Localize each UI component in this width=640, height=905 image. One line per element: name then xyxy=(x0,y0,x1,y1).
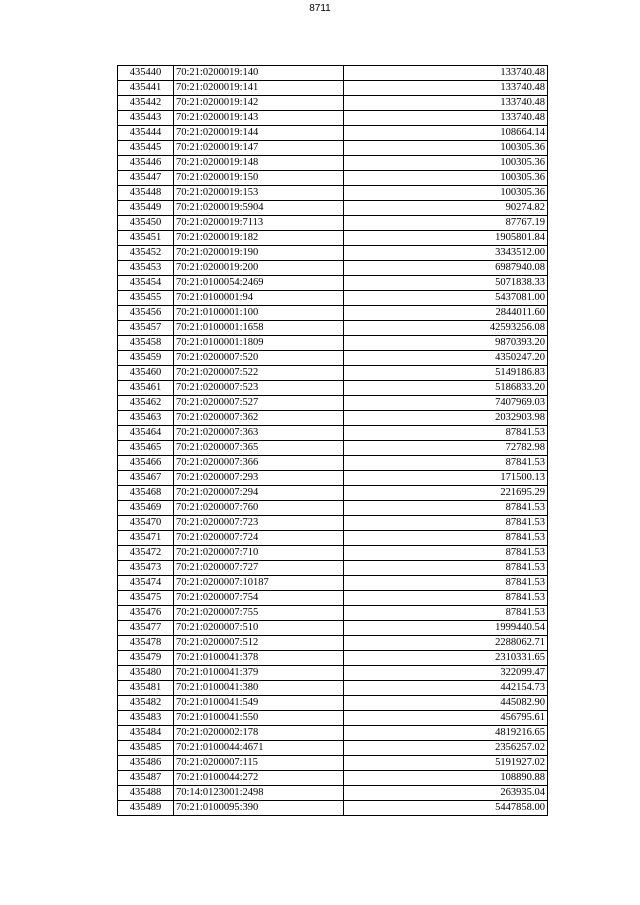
row-id-cell: 435465 xyxy=(118,441,174,456)
value-cell: 5191927.02 xyxy=(344,756,548,771)
value-cell: 87841.53 xyxy=(344,426,548,441)
row-id-cell: 435470 xyxy=(118,516,174,531)
table-row xyxy=(118,96,548,111)
cadastral-number-cell: 70:21:0100054:2469 xyxy=(174,276,344,291)
cadastral-number-cell: 70:21:0200007:723 xyxy=(174,516,344,531)
cadastral-number-cell: 70:21:0200007:115 xyxy=(174,756,344,771)
table-row xyxy=(118,66,548,81)
table-row xyxy=(118,456,548,471)
cadastral-number-cell: 70:21:0200007:362 xyxy=(174,411,344,426)
row-id-cell: 435467 xyxy=(118,471,174,486)
row-id-cell: 435448 xyxy=(118,186,174,201)
value-cell: 87841.53 xyxy=(344,591,548,606)
table-row xyxy=(118,426,548,441)
cadastral-number-cell: 70:21:0200019:190 xyxy=(174,246,344,261)
value-cell: 90274.82 xyxy=(344,201,548,216)
cadastral-number-cell: 70:21:0200002:178 xyxy=(174,726,344,741)
cadastral-number-cell: 70:14:0123001:2498 xyxy=(174,786,344,801)
cadastral-number-cell: 70:21:0200007:710 xyxy=(174,546,344,561)
value-cell: 100305.36 xyxy=(344,171,548,186)
value-cell: 133740.48 xyxy=(344,96,548,111)
table-row xyxy=(118,651,548,666)
value-cell: 4350247.20 xyxy=(344,351,548,366)
value-cell: 133740.48 xyxy=(344,66,548,81)
value-cell: 5071838.33 xyxy=(344,276,548,291)
table-row xyxy=(118,591,548,606)
cadastral-number-cell: 70:21:0100041:379 xyxy=(174,666,344,681)
table-row xyxy=(118,396,548,411)
row-id-cell: 435451 xyxy=(118,231,174,246)
value-cell: 42593256.08 xyxy=(344,321,548,336)
table-body xyxy=(118,66,548,816)
row-id-cell: 435459 xyxy=(118,351,174,366)
row-id-cell: 435449 xyxy=(118,201,174,216)
table-row xyxy=(118,756,548,771)
row-id-cell: 435483 xyxy=(118,711,174,726)
cadastral-number-cell: 70:21:0200007:527 xyxy=(174,396,344,411)
value-cell: 133740.48 xyxy=(344,81,548,96)
value-cell: 2032903.98 xyxy=(344,411,548,426)
value-cell: 87841.53 xyxy=(344,456,548,471)
cadastral-number-cell: 70:21:0100041:380 xyxy=(174,681,344,696)
cadastral-number-cell: 70:21:0100095:390 xyxy=(174,801,344,816)
cadastral-number-cell: 70:21:0200019:5904 xyxy=(174,201,344,216)
value-cell: 5149186.83 xyxy=(344,366,548,381)
table-row xyxy=(118,111,548,126)
cadastral-number-cell: 70:21:0200007:520 xyxy=(174,351,344,366)
cadastral-number-cell: 70:21:0100044:272 xyxy=(174,771,344,786)
table-row xyxy=(118,231,548,246)
cadastral-number-cell: 70:21:0200019:200 xyxy=(174,261,344,276)
table-row xyxy=(118,576,548,591)
value-cell: 2844011.60 xyxy=(344,306,548,321)
table-row xyxy=(118,771,548,786)
data-table xyxy=(117,65,548,816)
cadastral-number-cell: 70:21:0200007:727 xyxy=(174,561,344,576)
cadastral-number-cell: 70:21:0200007:755 xyxy=(174,606,344,621)
table-row xyxy=(118,126,548,141)
table-row xyxy=(118,336,548,351)
row-id-cell: 435456 xyxy=(118,306,174,321)
row-id-cell: 435488 xyxy=(118,786,174,801)
row-id-cell: 435464 xyxy=(118,426,174,441)
row-id-cell: 435475 xyxy=(118,591,174,606)
table-row xyxy=(118,666,548,681)
row-id-cell: 435455 xyxy=(118,291,174,306)
row-id-cell: 435479 xyxy=(118,651,174,666)
row-id-cell: 435445 xyxy=(118,141,174,156)
table-row xyxy=(118,381,548,396)
value-cell: 322099.47 xyxy=(344,666,548,681)
cadastral-number-cell: 70:21:0200019:147 xyxy=(174,141,344,156)
table-row xyxy=(118,411,548,426)
table-row xyxy=(118,726,548,741)
value-cell: 2310331.65 xyxy=(344,651,548,666)
value-cell: 72782.98 xyxy=(344,441,548,456)
table-row xyxy=(118,366,548,381)
value-cell: 87841.53 xyxy=(344,516,548,531)
value-cell: 5437081.00 xyxy=(344,291,548,306)
row-id-cell: 435474 xyxy=(118,576,174,591)
cadastral-number-cell: 70:21:0100041:550 xyxy=(174,711,344,726)
table-row xyxy=(118,711,548,726)
cadastral-number-cell: 70:21:0200007:760 xyxy=(174,501,344,516)
table-row xyxy=(118,681,548,696)
table-row xyxy=(118,561,548,576)
table-row xyxy=(118,786,548,801)
cadastral-number-cell: 70:21:0200007:724 xyxy=(174,531,344,546)
row-id-cell: 435485 xyxy=(118,741,174,756)
cadastral-number-cell: 70:21:0200007:293 xyxy=(174,471,344,486)
row-id-cell: 435482 xyxy=(118,696,174,711)
cadastral-number-cell: 70:21:0200007:365 xyxy=(174,441,344,456)
table-row xyxy=(118,186,548,201)
value-cell: 133740.48 xyxy=(344,111,548,126)
value-cell: 100305.36 xyxy=(344,186,548,201)
row-id-cell: 435454 xyxy=(118,276,174,291)
table-row xyxy=(118,291,548,306)
value-cell: 442154.73 xyxy=(344,681,548,696)
value-cell: 87841.53 xyxy=(344,546,548,561)
row-id-cell: 435484 xyxy=(118,726,174,741)
table-row xyxy=(118,486,548,501)
value-cell: 3343512.00 xyxy=(344,246,548,261)
value-cell: 100305.36 xyxy=(344,156,548,171)
value-cell: 100305.36 xyxy=(344,141,548,156)
row-id-cell: 435486 xyxy=(118,756,174,771)
table-row xyxy=(118,306,548,321)
row-id-cell: 435476 xyxy=(118,606,174,621)
table-row xyxy=(118,696,548,711)
row-id-cell: 435472 xyxy=(118,546,174,561)
row-id-cell: 435444 xyxy=(118,126,174,141)
table-row xyxy=(118,141,548,156)
table-row xyxy=(118,321,548,336)
cadastral-number-cell: 70:21:0100044:4671 xyxy=(174,741,344,756)
row-id-cell: 435473 xyxy=(118,561,174,576)
cadastral-number-cell: 70:21:0200007:294 xyxy=(174,486,344,501)
cadastral-number-cell: 70:21:0100001:94 xyxy=(174,291,344,306)
table-row xyxy=(118,216,548,231)
value-cell: 456795.61 xyxy=(344,711,548,726)
cadastral-number-cell: 70:21:0100041:549 xyxy=(174,696,344,711)
cadastral-number-cell: 70:21:0200007:522 xyxy=(174,366,344,381)
value-cell: 5186833.20 xyxy=(344,381,548,396)
table-row xyxy=(118,246,548,261)
value-cell: 9870393.20 xyxy=(344,336,548,351)
table-row xyxy=(118,156,548,171)
row-id-cell: 435489 xyxy=(118,801,174,816)
cadastral-number-cell: 70:21:0200019:182 xyxy=(174,231,344,246)
row-id-cell: 435469 xyxy=(118,501,174,516)
cadastral-number-cell: 70:21:0100001:100 xyxy=(174,306,344,321)
page-number: 8711 xyxy=(309,3,331,14)
value-cell: 87841.53 xyxy=(344,501,548,516)
table-row xyxy=(118,621,548,636)
row-id-cell: 435453 xyxy=(118,261,174,276)
row-id-cell: 435481 xyxy=(118,681,174,696)
cadastral-number-cell: 70:21:0200019:143 xyxy=(174,111,344,126)
table-row xyxy=(118,261,548,276)
cadastral-number-cell: 70:21:0200019:153 xyxy=(174,186,344,201)
row-id-cell: 435477 xyxy=(118,621,174,636)
cadastral-number-cell: 70:21:0200007:523 xyxy=(174,381,344,396)
row-id-cell: 435471 xyxy=(118,531,174,546)
value-cell: 87841.53 xyxy=(344,576,548,591)
value-cell: 6987940.08 xyxy=(344,261,548,276)
cadastral-number-cell: 70:21:0200019:150 xyxy=(174,171,344,186)
value-cell: 263935.04 xyxy=(344,786,548,801)
row-id-cell: 435478 xyxy=(118,636,174,651)
value-cell: 221695.29 xyxy=(344,486,548,501)
row-id-cell: 435443 xyxy=(118,111,174,126)
row-id-cell: 435487 xyxy=(118,771,174,786)
value-cell: 4819216.65 xyxy=(344,726,548,741)
table-row xyxy=(118,606,548,621)
row-id-cell: 435446 xyxy=(118,156,174,171)
row-id-cell: 435441 xyxy=(118,81,174,96)
row-id-cell: 435447 xyxy=(118,171,174,186)
cadastral-number-cell: 70:21:0200007:510 xyxy=(174,621,344,636)
table-row xyxy=(118,81,548,96)
cadastral-number-cell: 70:21:0200007:363 xyxy=(174,426,344,441)
value-cell: 87841.53 xyxy=(344,561,548,576)
cadastral-number-cell: 70:21:0200007:10187 xyxy=(174,576,344,591)
cadastral-number-cell: 70:21:0100041:378 xyxy=(174,651,344,666)
row-id-cell: 435457 xyxy=(118,321,174,336)
value-cell: 87841.53 xyxy=(344,606,548,621)
value-cell: 171500.13 xyxy=(344,471,548,486)
cadastral-number-cell: 70:21:0100001:1809 xyxy=(174,336,344,351)
table-row xyxy=(118,471,548,486)
table-row xyxy=(118,201,548,216)
row-id-cell: 435480 xyxy=(118,666,174,681)
value-cell: 1905801.84 xyxy=(344,231,548,246)
table-row xyxy=(118,441,548,456)
cadastral-number-cell: 70:21:0200007:512 xyxy=(174,636,344,651)
cadastral-number-cell: 70:21:0100001:1658 xyxy=(174,321,344,336)
row-id-cell: 435442 xyxy=(118,96,174,111)
table-row xyxy=(118,501,548,516)
table-row xyxy=(118,801,548,816)
table-row xyxy=(118,516,548,531)
table-row xyxy=(118,171,548,186)
table-row xyxy=(118,276,548,291)
row-id-cell: 435440 xyxy=(118,66,174,81)
table-row xyxy=(118,636,548,651)
value-cell: 1999440.54 xyxy=(344,621,548,636)
row-id-cell: 435450 xyxy=(118,216,174,231)
cadastral-number-cell: 70:21:0200019:144 xyxy=(174,126,344,141)
cadastral-number-cell: 70:21:0200007:754 xyxy=(174,591,344,606)
cadastral-number-cell: 70:21:0200007:366 xyxy=(174,456,344,471)
row-id-cell: 435463 xyxy=(118,411,174,426)
value-cell: 2356257.02 xyxy=(344,741,548,756)
value-cell: 108890.88 xyxy=(344,771,548,786)
table-row xyxy=(118,531,548,546)
value-cell: 445082.90 xyxy=(344,696,548,711)
value-cell: 5447858.00 xyxy=(344,801,548,816)
table-row xyxy=(118,741,548,756)
value-cell: 108664.14 xyxy=(344,126,548,141)
row-id-cell: 435468 xyxy=(118,486,174,501)
cadastral-number-cell: 70:21:0200019:141 xyxy=(174,81,344,96)
row-id-cell: 435458 xyxy=(118,336,174,351)
row-id-cell: 435460 xyxy=(118,366,174,381)
row-id-cell: 435466 xyxy=(118,456,174,471)
cadastral-number-cell: 70:21:0200019:142 xyxy=(174,96,344,111)
value-cell: 87767.19 xyxy=(344,216,548,231)
table-row xyxy=(118,351,548,366)
value-cell: 87841.53 xyxy=(344,531,548,546)
cadastral-number-cell: 70:21:0200019:7113 xyxy=(174,216,344,231)
value-cell: 7407969.03 xyxy=(344,396,548,411)
cadastral-number-cell: 70:21:0200019:140 xyxy=(174,66,344,81)
row-id-cell: 435461 xyxy=(118,381,174,396)
table-row xyxy=(118,546,548,561)
row-id-cell: 435452 xyxy=(118,246,174,261)
row-id-cell: 435462 xyxy=(118,396,174,411)
value-cell: 2288062.71 xyxy=(344,636,548,651)
cadastral-number-cell: 70:21:0200019:148 xyxy=(174,156,344,171)
